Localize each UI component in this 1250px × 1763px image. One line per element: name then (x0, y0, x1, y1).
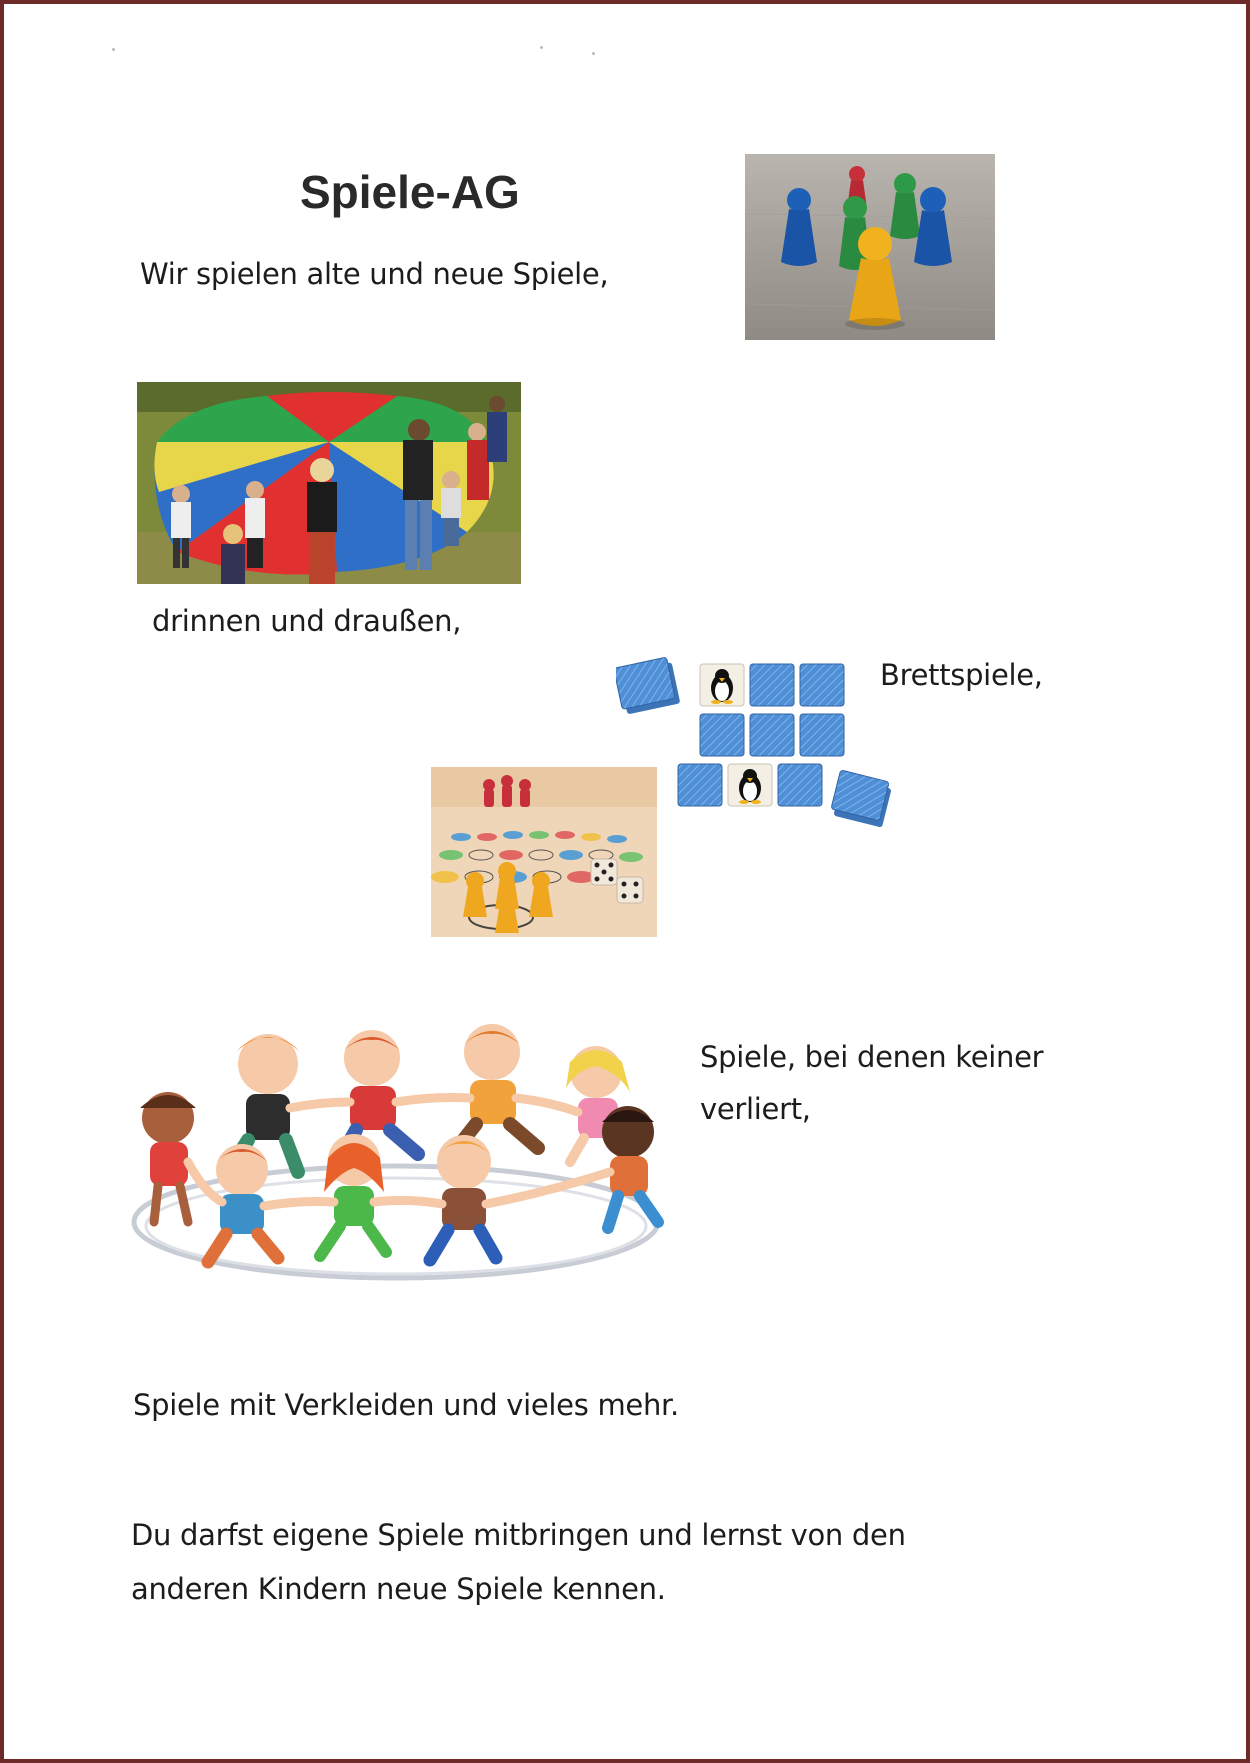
parachute-game-photo (137, 382, 521, 584)
text-line-4a: Spiele, bei denen keiner (700, 1040, 1044, 1074)
text-line-3: Brettspiele, (880, 658, 1043, 692)
memory-cards-illustration (616, 652, 898, 832)
text-line-6a: Du darfst eigene Spiele mitbringen und lernst von den (131, 1518, 906, 1552)
scan-speck (540, 46, 543, 49)
board-game-photo (431, 767, 657, 937)
text-line-1: Wir spielen alte und neue Spiele, (140, 257, 609, 291)
scan-speck (592, 52, 595, 55)
text-line-6b: anderen Kindern neue Spiele kennen. (131, 1572, 666, 1606)
text-line-4b: verliert, (700, 1092, 811, 1126)
text-line-2: drinnen und draußen, (152, 604, 462, 638)
page-title: Spiele-AG (300, 166, 520, 218)
kids-circle-illustration (118, 1022, 674, 1290)
game-pawns-photo (745, 154, 995, 340)
scan-speck (112, 48, 115, 51)
text-line-5: Spiele mit Verkleiden und vieles mehr. (133, 1388, 679, 1422)
